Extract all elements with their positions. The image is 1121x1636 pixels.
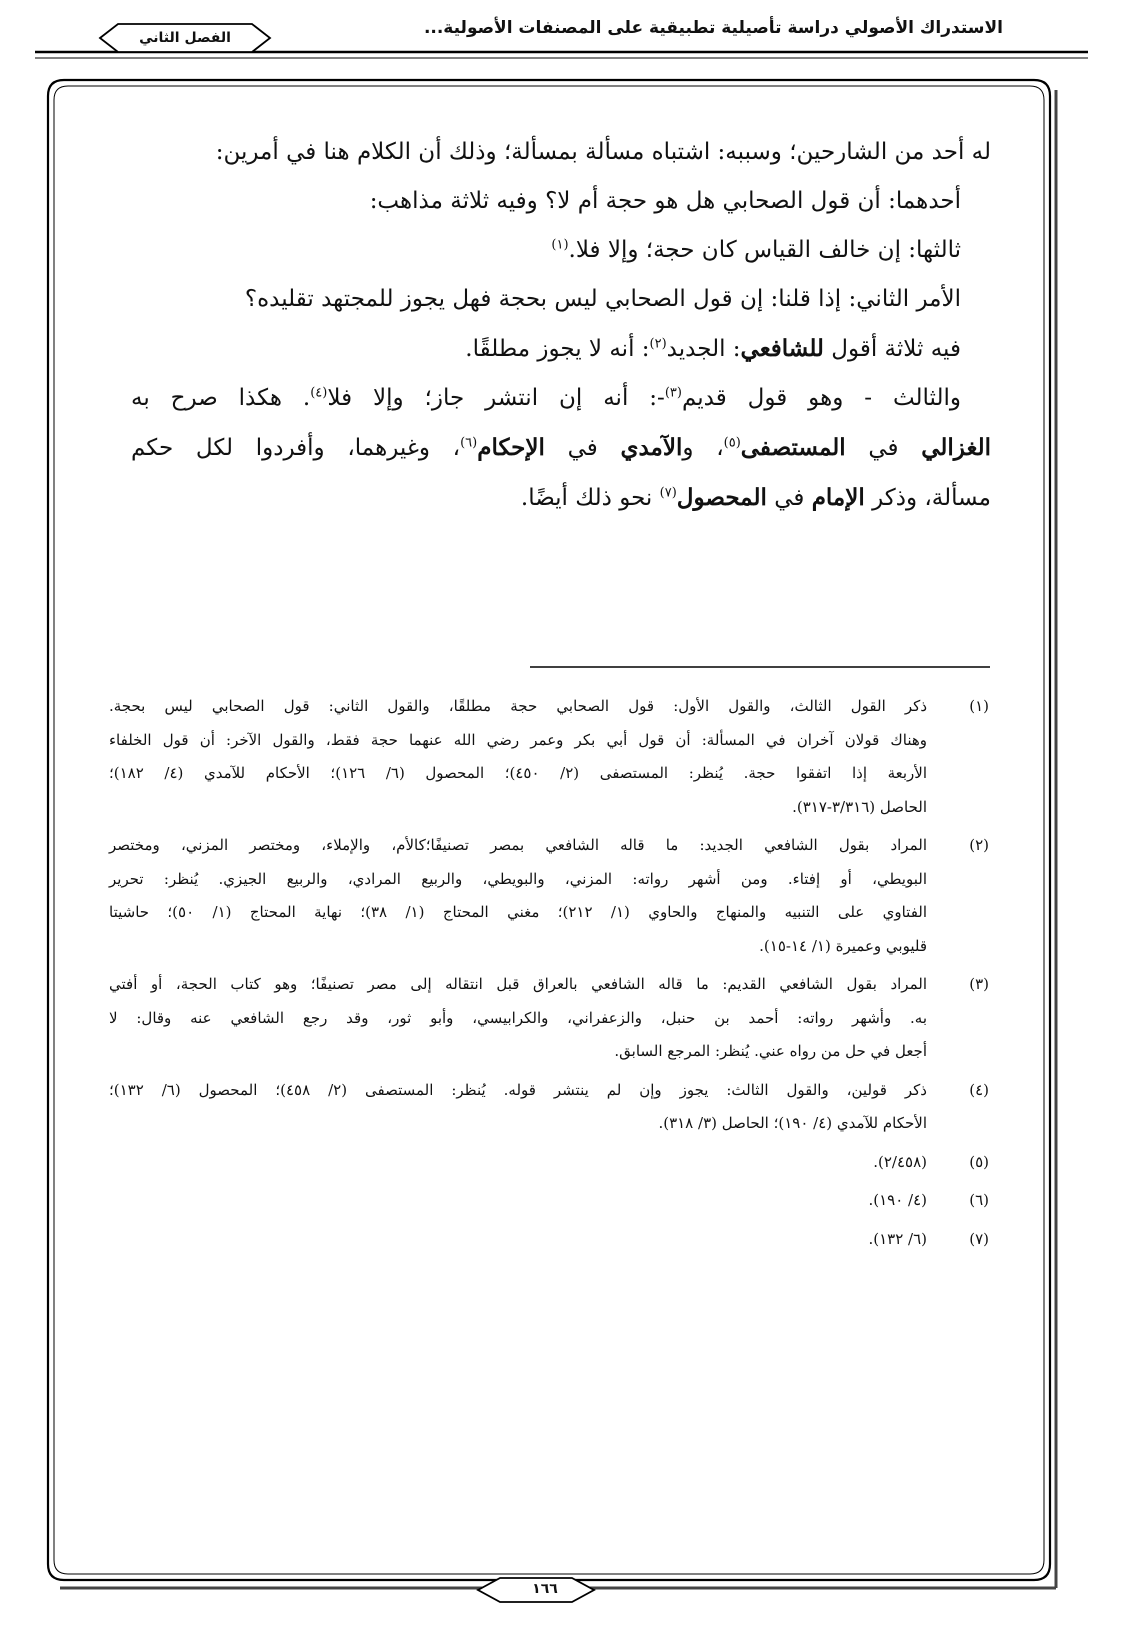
footnote-ref-7[interactable]: (٧) [659, 485, 677, 501]
main-line-2: أحدهما: أن قول الصحابي هل هو حجة أم لا؟ وفيه ثلاثة مذاهب: [369, 188, 961, 214]
footnote-ref-2[interactable]: (٢) [649, 336, 667, 352]
footnote-number-6: (٦) [969, 1191, 989, 1209]
footnote-number-3: (٣) [969, 975, 989, 993]
main-line-1: له أحد من الشارحين؛ وسببه: اشتباه مسألة بمسألة؛ وذلك أن الكلام هنا في أمرين: [215, 139, 991, 165]
footnote-ref-3[interactable]: (٣) [664, 385, 682, 401]
footnotes [109, 690, 989, 1261]
footnote-number-1: (١) [969, 697, 989, 715]
footnote-ref-1[interactable]: (١) [551, 237, 569, 253]
main-line-7: الغزالي في المستصفى$^{(٥)}$، والآمدي في الإحكام$^{(٦)}$، وغيرهما، وأفردوا لكل حكم [131, 434, 991, 461]
main-line-4: الأمر الثاني: إذا قلنا: إن قول الصحابي ليس بحجة فهل يجوز للمجتهد تقليده؟ [244, 286, 961, 312]
footnote-ref-6[interactable]: (٦) [460, 435, 478, 451]
footnote-5: (٥) (٢/٤٥٨). [109, 1146, 989, 1180]
footnote-number-7: (٧) [969, 1229, 989, 1248]
chapter-label: الفصل الثاني [139, 30, 231, 46]
footnote-ref-5[interactable]: (٥) [723, 435, 741, 451]
main-text [131, 128, 991, 523]
main-line-6: والثالث - وهو قول قديم$^{(٣)}$-: أنه إن انتشر جاز؛ وإلا فلا$^{(٤)}$. هكذا صرح به [131, 385, 961, 411]
main-line-5: فيه ثلاثة أقول للشافعي: الجديد$^{(٢)}$: أنه لا يجوز مطلقًا. [465, 335, 961, 362]
footnote-number-5: (٥) [969, 1152, 989, 1171]
footnote-4: (٤) ذكر قولين، والقول الثالث: يجوز وإن لم ينتشر قوله. يُنظر: المستصفى (٢/ ٤٥٨)؛ المحصول (٦/ ١٣٢)؛ الأحكام للآمدي (٤/ ١٩٠)؛ الحاصل (٣/ ٣١٨). [109, 1074, 989, 1141]
page-number: ١٦٦ [532, 1581, 558, 1597]
footnote-6: (٦) (٤/ ١٩٠). [109, 1184, 989, 1218]
footnote-number-2: (٢) [969, 836, 989, 854]
running-header-title: الاستدراك الأصولي دراسة تأصيلية تطبيقية على المصنفات الأصولية... [423, 18, 1003, 38]
footnote-number-4: (٤) [969, 1080, 989, 1099]
footnote-1: (١) ذكر القول الثالث، والقول الأول: قول الصحابي حجة مطلقًا، والقول الثاني: قول الصحابي ليس بحجة. وهناك قولان آخران في المسألة: أن قول أبي بكر وعمر رضي الله عنهما حجة فقط، والقول الآخر: أن قول الخلفاء الأربعة إذا اتفقوا حجة. يُنظر: المستصفى (٢/ ٤٥٠)؛ المحصول (٦/ ١٢٦)؛ الأحكام للآمدي (٤/ ١٨٢)؛ الحاصل (٣/٣١٦-٣١٧). [109, 690, 989, 824]
footnote-ref-4[interactable]: (٤) [310, 385, 328, 401]
footnote-7: (٧) (٦/ ١٣٢). [109, 1223, 989, 1257]
main-line-3: ثالثها: إن خالف القياس كان حجة؛ وإلا فلا.$^{(١)}$ [551, 237, 961, 263]
footnote-3: (٣) المراد بقول الشافعي القديم: ما قاله الشافعي بالعراق قبل انتقاله إلى مصر تصنيفًا؛ وهو كتاب الحجة، أو أفتي به. وأشهر رواته: أحمد بن حنبل، والزعفراني، والكرابيسي، وأبو ثور، وقد رجع الشافعي عنه وقال: لا أجعل في حل من رواه عني. يُنظر: المرجع السابق. [109, 968, 989, 1069]
footnote-2: (٢) المراد بقول الشافعي الجديد: ما قاله الشافعي بمصر تصنيفًا؛كالأم، والإملاء، ومختصر المزني، ومختصر البويطي، أو إفتاء. ومن أشهر رواته: المزني، والبويطي، والربيع المرادي، والربيع الجيزي. يُنظر: تحرير الفتاوي على التنبيه والمنهاج والحاوي (١/ ٢١٢)؛ مغني المحتاج (١/ ٣٨)؛ نهاية المحتاج (١/ ٥٠)؛ حاشيتا قليوبي وعميرة (١/ ١٤-١٥). [109, 829, 989, 963]
main-line-8: مسألة، وذكر الإمام في المحصول$^{(٧)}$ نحو ذلك أيضًا. [520, 484, 991, 511]
